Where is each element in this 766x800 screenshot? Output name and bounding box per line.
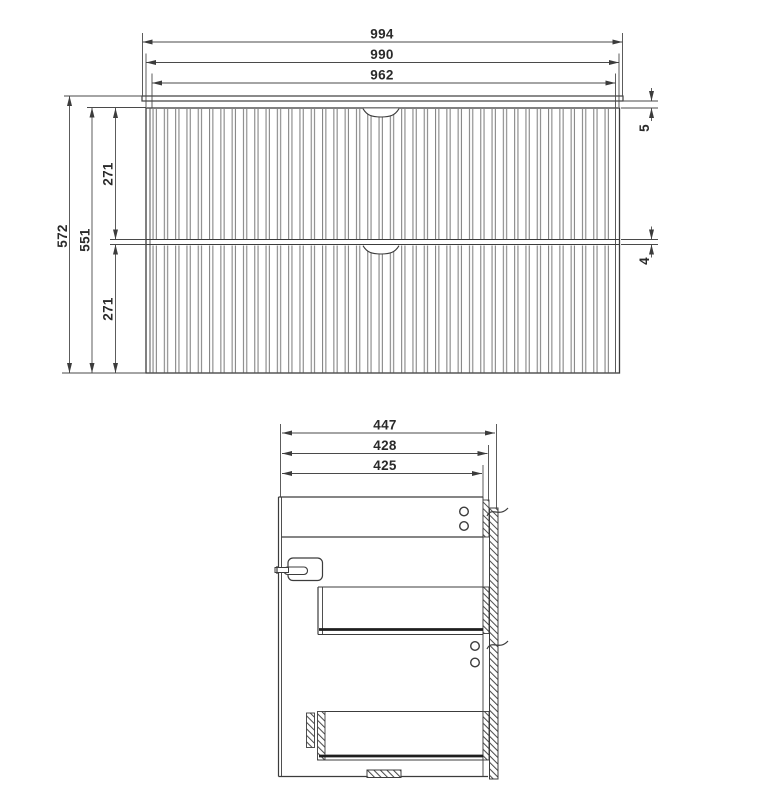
dim-label-drawer-gap: 4 — [637, 257, 652, 265]
side-section-view — [0, 410, 766, 800]
dim-label-bottom-drawer-height: 271 — [100, 297, 116, 321]
front-right-dimensions — [621, 88, 658, 265]
dim-label-inner-depth: 425 — [373, 458, 397, 473]
mounting-wall-hatch — [490, 508, 499, 779]
countertop-front — [142, 96, 623, 101]
dim-label-body-depth: 428 — [373, 438, 397, 453]
back-rail-hatch-top — [483, 500, 489, 537]
dim-label-recess-width: 962 — [370, 67, 394, 83]
dim-label-total-height: 572 — [55, 224, 70, 248]
back-rail-hatch-bottom — [483, 712, 489, 761]
cabinet-front-geometry — [142, 96, 623, 373]
dim-label-body-width: 990 — [370, 47, 394, 62]
cabinet-section-geometry — [275, 497, 508, 779]
back-rail-hatch-middle — [483, 587, 489, 634]
screw-hole-mid-1 — [471, 642, 480, 651]
bottom-rail-hatch — [367, 770, 401, 778]
dim-label-overall-width: 994 — [370, 26, 394, 42]
flute-texture-top-drawer — [150, 109, 616, 239]
screw-hole-top-1 — [460, 507, 469, 516]
dim-label-total-depth: 447 — [373, 417, 397, 433]
dim-label-countertop-gap: 5 — [637, 124, 652, 132]
dim-label-top-drawer-height: 271 — [100, 162, 116, 186]
flute-texture-bottom-drawer — [150, 246, 616, 373]
screw-hole-top-2 — [460, 522, 469, 531]
dim-label-front-height: 551 — [77, 228, 93, 252]
drawer2-front-hatch-outer — [307, 713, 315, 748]
drawer2-front-hatch-inner — [318, 712, 326, 761]
front-left-dimensions — [55, 96, 146, 373]
screw-hole-mid-2 — [471, 658, 480, 667]
